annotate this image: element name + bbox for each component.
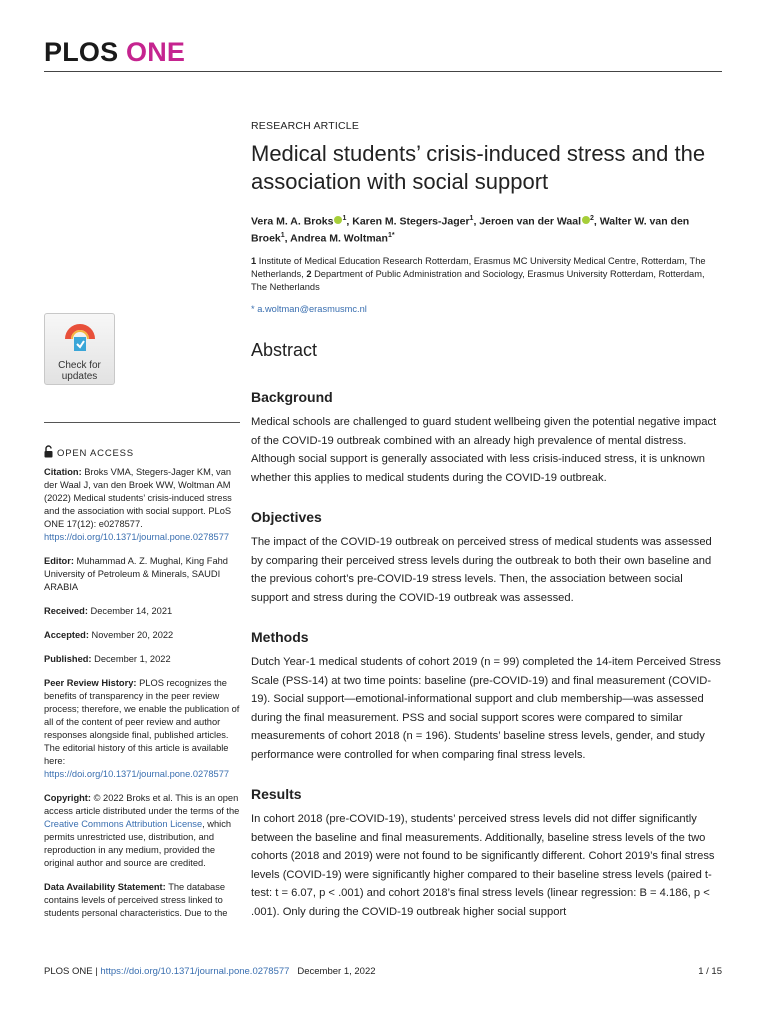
published-date: Published: December 1, 2022 (44, 654, 171, 664)
check-label-2: updates (61, 371, 98, 382)
accepted-date: Accepted: November 20, 2022 (44, 630, 174, 640)
open-access-label (44, 445, 134, 459)
citation: Citation: Broks VMA, Stegers-Jager KM, van der Waal J, van den Broek WW, Woltman AM (2022) Medical students’ crisis-induced stress and the association with social support. PLoS ONE 17(12): e0278577. https://doi.org/10.1371/journal.pone.0278577 (44, 467, 232, 542)
affiliations: 1 Institute of Medical Education Research Rotterdam, Erasmus MC University Medical Centre, Rotterdam, The Netherlands, 2 Department of Public Administration and Sociology, Erasmus University Rotterdam, Rotterdam, The Netherlands (251, 256, 706, 292)
section-heading: Results (251, 786, 302, 802)
sidebar-divider (44, 422, 240, 423)
open-access-text: OPEN ACCESS (57, 448, 134, 459)
logo-plos: PLOS (44, 37, 119, 67)
section-text: Dutch Year-1 medical students of cohort 2019 (n = 99) completed the 14-item Perceived Stress Scale (PSS-14) at two time points: baseline (pre-COVID-19) and final measurement (COVID-19). Social support—emotional-informational support and club membership—was assessed during the final measurement. PSS and social support scores were compared to similar measurements of cohort 2018 (n = 196). Students’ baseline stress levels, gender, and study performance were controlled for when comparing final stress levels. (251, 656, 721, 761)
page-footer: PLOS ONE | https://doi.org/10.1371/journal.pone.0278577 December 1, 2022 1 / 15 (44, 966, 722, 977)
page-number: 1 / 15 (698, 966, 722, 977)
editor: Editor: Muhammad A. Z. Mughal, King Fahd University of Petroleum & Minerals, SAUDI ARABIA (44, 556, 228, 592)
logo-one: ONE (126, 37, 186, 67)
article-main (251, 120, 721, 921)
abstract-objectives (251, 509, 721, 607)
author-name[interactable]: Walter W. van den Broek (251, 215, 690, 244)
section-text: The impact of the COVID-19 outbreak on perceived stress of medical students was assessed by comparing their perceived stress levels during the outbreak to both their own baseline and the previous cohort’s pre-COVID-19 stress levels. Then, the association between social support and stress during the COVID-19 outbreak was assessed. (251, 536, 712, 604)
article-type: RESEARCH ARTICLE (251, 120, 360, 132)
author-name[interactable]: Vera M. A. Broks (251, 215, 334, 228)
article-title: Medical students’ crisis-induced stress and the association with social support (251, 141, 706, 194)
section-heading: Background (251, 389, 333, 405)
author-name[interactable]: Jeroen van der Waal (479, 215, 582, 228)
citation-doi-link[interactable]: https://doi.org/10.1371/journal.pone.0278577 (44, 532, 230, 542)
footer-journal: PLOS ONE (44, 966, 93, 977)
header-divider (44, 71, 722, 72)
author-name[interactable]: Karen M. Stegers-Jager (352, 215, 470, 228)
plos-one-logo[interactable] (44, 37, 185, 68)
author-name[interactable]: Andrea M. Woltman (290, 232, 388, 244)
received-date: Received: December 14, 2021 (44, 606, 173, 616)
footer-doi-link[interactable]: https://doi.org/10.1371/journal.pone.0278577 (100, 966, 290, 977)
open-lock-icon (44, 445, 53, 458)
peer-review-link[interactable]: https://doi.org/10.1371/journal.pone.0278577 (44, 769, 230, 779)
corresponding-email-link[interactable]: * a.woltman@erasmusmc.nl (251, 304, 367, 314)
orcid-icon[interactable] (582, 216, 590, 224)
peer-review-history: Peer Review History: PLOS recognizes the benefits of transparency in the peer review process; therefore, we enable the publication of all of the content of peer review and author responses alongside final, published articles. The editorial history of this article is available here: https://doi.org/10.1371/journal.pone.0278577 (44, 678, 240, 779)
section-text: Medical schools are challenged to guard student wellbeing given the potential negative impact of the COVID-19 outbreak combined with an already high prevalence of mental distress. Although social support is generally associated with less crisis-induced stress, it is unknown whether this applies to medical students during the COVID-19 outbreak. (251, 416, 717, 484)
data-availability: Data Availability Statement: The database contains levels of perceived stress linked to students personal characteristics. Due to the (44, 882, 228, 918)
section-text: In cohort 2018 (pre-COVID-19), students’ perceived stress levels did not differ significantly between the baseline and final measurements. Additionally, baseline stress levels of the two cohorts (2018 and 2019) were not found to be significantly different. Cohort 2019’s final stress levels (COVID-19) were significantly higher compared to their baseline stress levels (paired t-test: t = 6.07, p < .001) and cohort 2018’s final stress levels (linear regression: B = 4.186, p < .001). Only during the COVID-19 outbreak higher social support (251, 813, 715, 918)
footer-date: December 1, 2022 (297, 966, 376, 977)
check-for-updates-badge[interactable] (44, 313, 115, 385)
check-label-1: Check for (58, 360, 101, 371)
copyright: Copyright: © 2022 Broks et al. This is an open access article distributed under the terms of the Creative Commons Attribution License, which permits unrestricted use, distribution, and reproduction in any medium, provided the original author and source are credited. (44, 793, 240, 868)
abstract-heading: Abstract (251, 340, 318, 360)
section-heading: Methods (251, 629, 309, 645)
abstract-background (251, 389, 721, 487)
cc-license-link[interactable]: Creative Commons Attribution License (44, 819, 203, 829)
author-list: Vera M. A. Broks $^1$, Karen M. Stegers-Jager$^1$, Jeroen van der Waal $^2$, Walter W. van den Broek$^1$, Andrea M. Woltman$^{1*}$ (251, 215, 690, 244)
abstract-results (251, 786, 721, 921)
section-heading: Objectives (251, 509, 322, 525)
article-metadata (44, 466, 240, 931)
crossmark-icon (62, 319, 98, 355)
abstract-methods (251, 629, 721, 764)
